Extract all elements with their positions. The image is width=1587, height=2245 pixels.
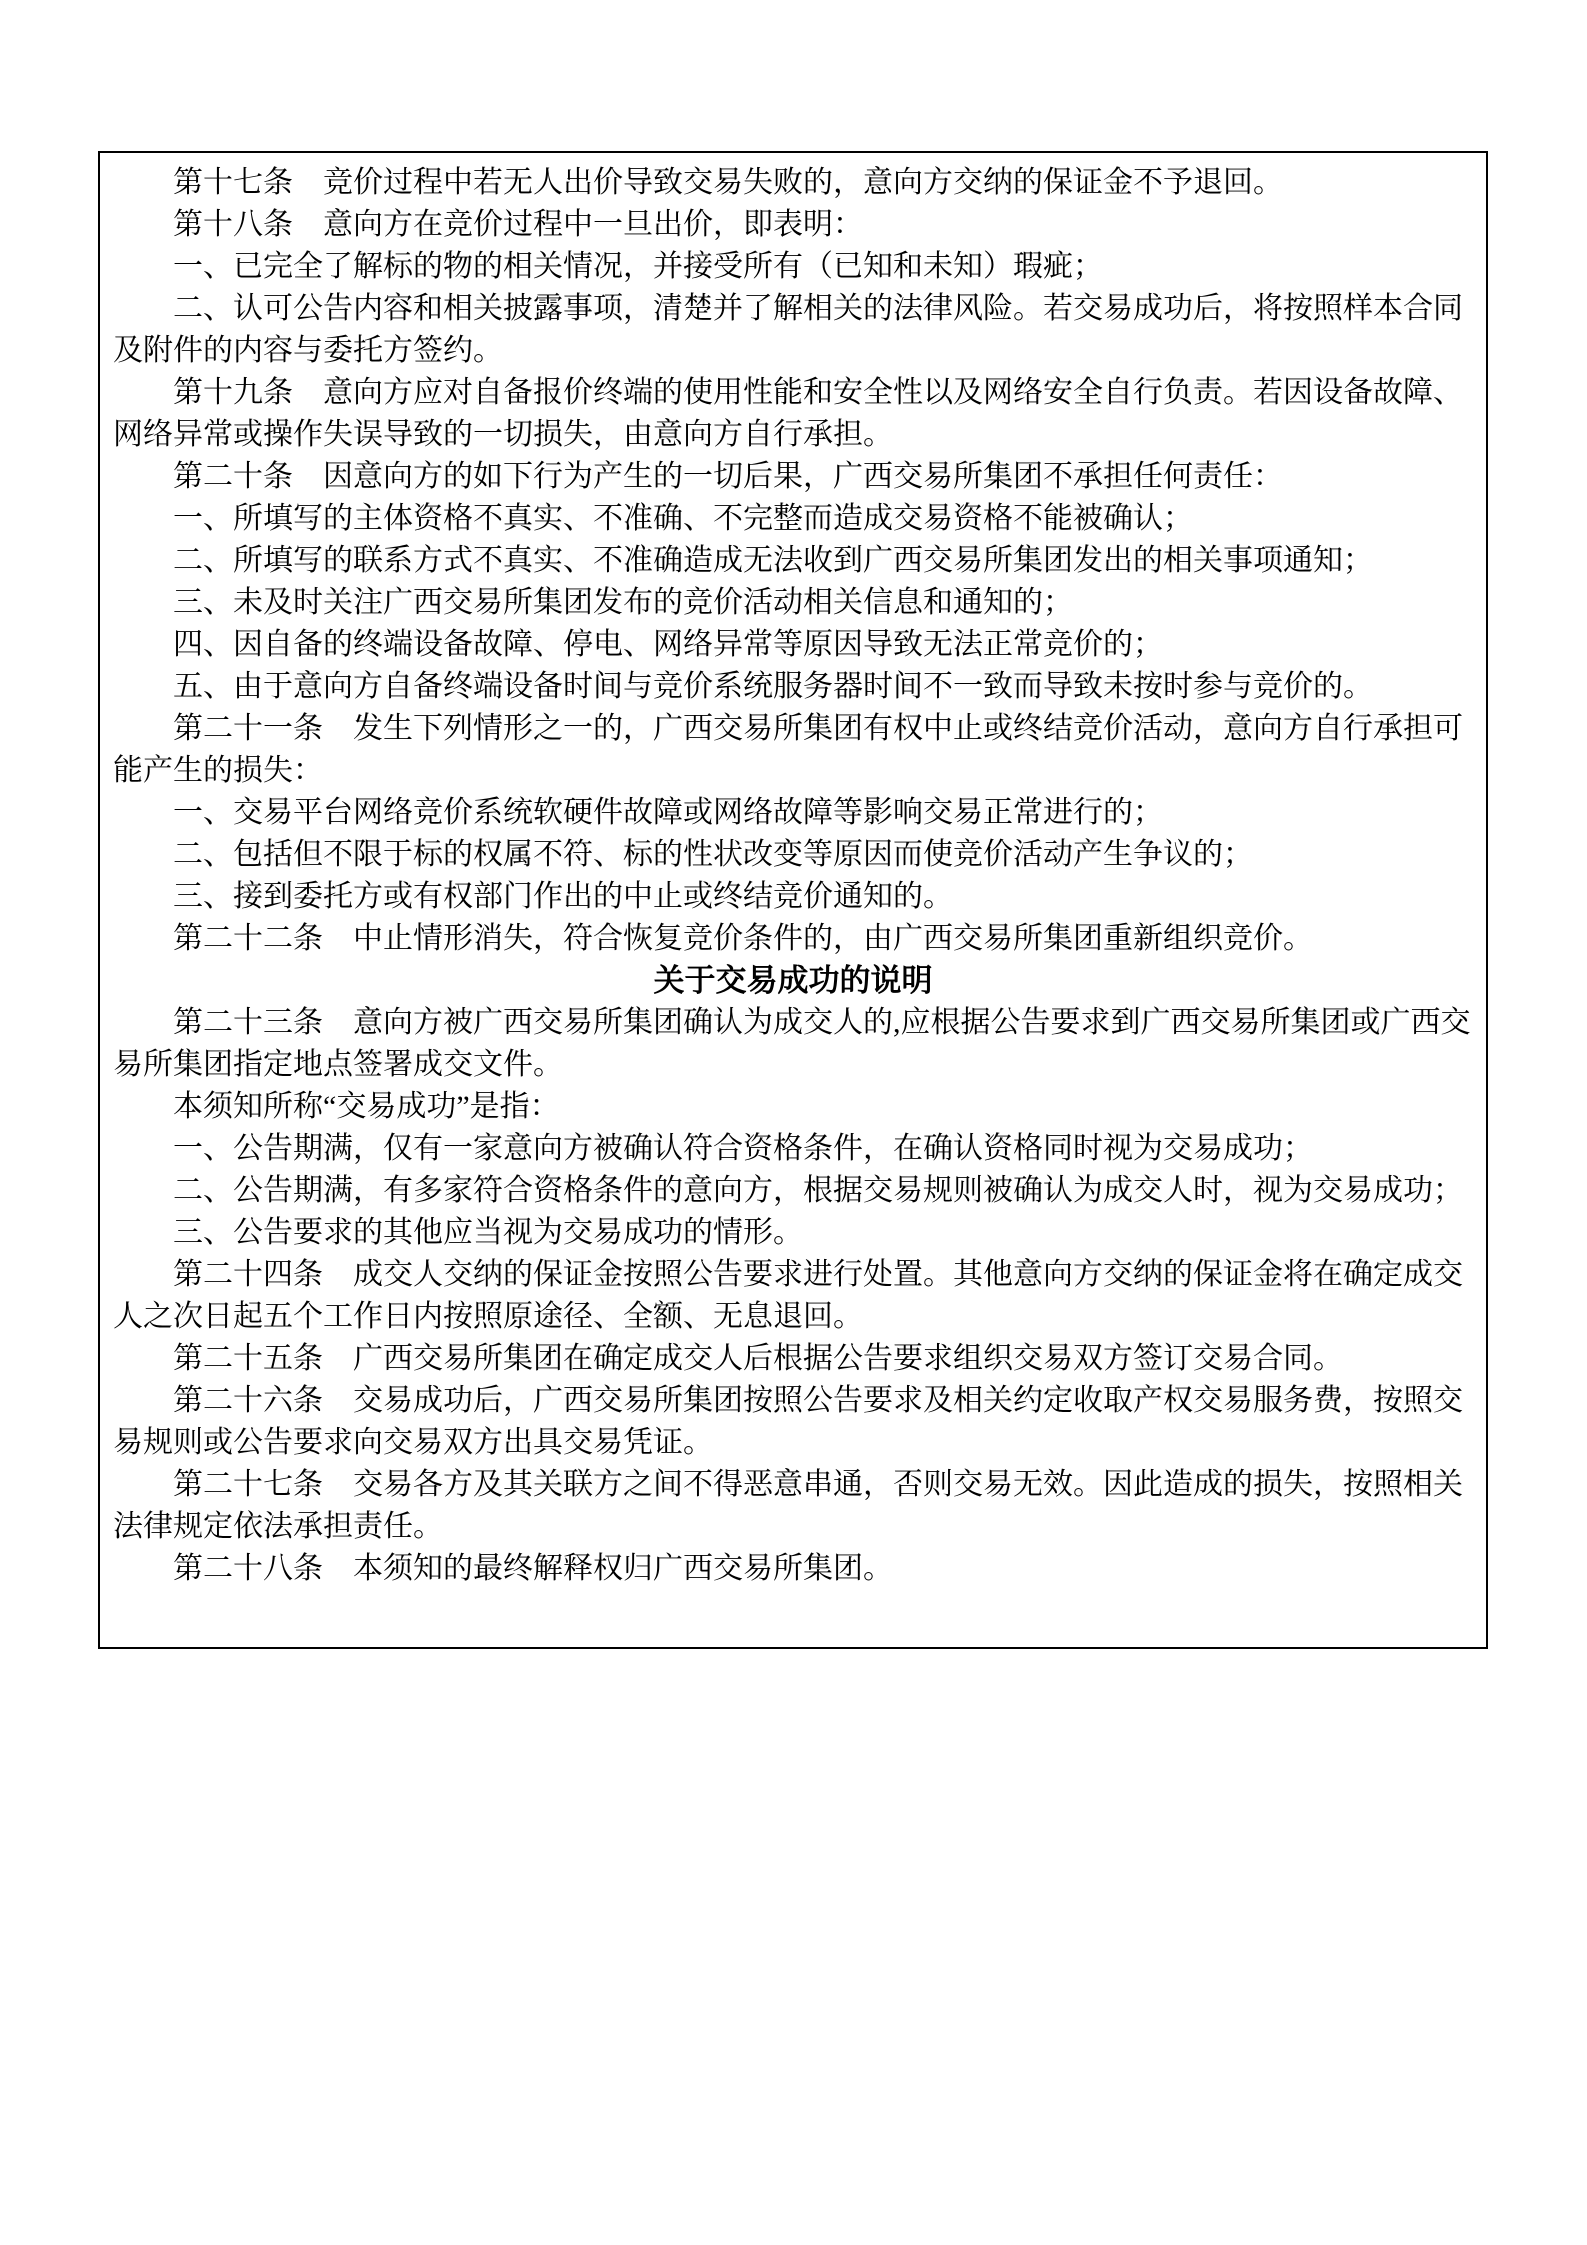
clause-paragraph: 一、交易平台网络竞价系统软硬件故障或网络故障等影响交易正常进行的； <box>173 796 1163 829</box>
clause-paragraph: 第二十一条 发生下列情形之一的，广西交易所集团有权中止或终结竞价活动，意向方自行承担可能产生的损失： <box>113 712 1463 787</box>
clause-paragraph: 五、由于意向方自备终端设备时间与竞价系统服务器时间不一致而导致未按时参与竞价的。 <box>173 670 1373 703</box>
clause-paragraph: 第二十六条 交易成功后，广西交易所集团按照公告要求及相关约定收取产权交易服务费，按照交易规则或公告要求向交易双方出具交易凭证。 <box>113 1384 1463 1459</box>
clause-paragraph: 第二十二条 中止情形消失，符合恢复竞价条件的，由广西交易所集团重新组织竞价。 <box>173 922 1313 955</box>
clause-paragraph: 第十七条 竞价过程中若无人出价导致交易失败的，意向方交纳的保证金不予退回。 <box>173 166 1283 199</box>
clause-paragraph: 一、已完全了解标的物的相关情况，并接受所有（已知和未知）瑕疵； <box>173 250 1103 283</box>
clause-paragraph: 第二十四条 成交人交纳的保证金按照公告要求进行处置。其他意向方交纳的保证金将在确定成交人之次日起五个工作日内按照原途径、全额、无息退回。 <box>113 1258 1463 1333</box>
clause-paragraph: 本须知所称“交易成功”是指： <box>173 1090 560 1123</box>
clause-paragraph: 三、公告要求的其他应当视为交易成功的情形。 <box>173 1216 803 1249</box>
clause-paragraph: 二、所填写的联系方式不真实、不准确造成无法收到广西交易所集团发出的相关事项通知； <box>173 544 1373 577</box>
clause-paragraph: 三、未及时关注广西交易所集团发布的竞价活动相关信息和通知的； <box>173 586 1073 619</box>
clause-paragraph: 第二十七条 交易各方及其关联方之间不得恶意串通，否则交易无效。因此造成的损失，按照相关法律规定依法承担责任。 <box>113 1468 1463 1543</box>
clause-paragraph: 二、认可公告内容和相关披露事项，清楚并了解相关的法律风险。若交易成功后，将按照样本合同及附件的内容与委托方签约。 <box>113 292 1463 367</box>
clause-paragraph: 一、所填写的主体资格不真实、不准确、不完整而造成交易资格不能被确认； <box>173 502 1193 535</box>
clause-paragraph: 三、接到委托方或有权部门作出的中止或终结竞价通知的。 <box>173 880 953 913</box>
clause-paragraph: 第二十八条 本须知的最终解释权归广西交易所集团。 <box>173 1552 893 1585</box>
clause-paragraph: 第十九条 意向方应对自备报价终端的使用性能和安全性以及网络安全自行负责。若因设备故障、网络异常或操作失误导致的一切损失，由意向方自行承担。 <box>113 376 1463 451</box>
clause-paragraph: 四、因自备的终端设备故障、停电、网络异常等原因导致无法正常竞价的； <box>173 628 1163 661</box>
clause-paragraph: 二、公告期满，有多家符合资格条件的意向方，根据交易规则被确认为成交人时，视为交易成功； <box>173 1174 1463 1207</box>
clause-paragraph: 二、包括但不限于标的权属不符、标的性状改变等原因而使竞价活动产生争议的； <box>173 838 1253 871</box>
clause-paragraph: 一、公告期满，仅有一家意向方被确认符合资格条件，在确认资格同时视为交易成功； <box>173 1132 1313 1165</box>
clause-paragraph: 第二十条 因意向方的如下行为产生的一切后果，广西交易所集团不承担任何责任： <box>173 460 1283 493</box>
section-heading: 关于交易成功的说明 <box>653 963 933 998</box>
clause-paragraph: 第二十三条 意向方被广西交易所集团确认为成交人的,应根据公告要求到广西交易所集团或广西交易所集团指定地点签署成交文件。 <box>113 1006 1471 1081</box>
clause-paragraph: 第十八条 意向方在竞价过程中一旦出价，即表明： <box>173 208 863 241</box>
notice-table-cell <box>98 151 1488 1649</box>
clause-paragraph: 第二十五条 广西交易所集团在确定成交人后根据公告要求组织交易双方签订交易合同。 <box>173 1342 1343 1375</box>
